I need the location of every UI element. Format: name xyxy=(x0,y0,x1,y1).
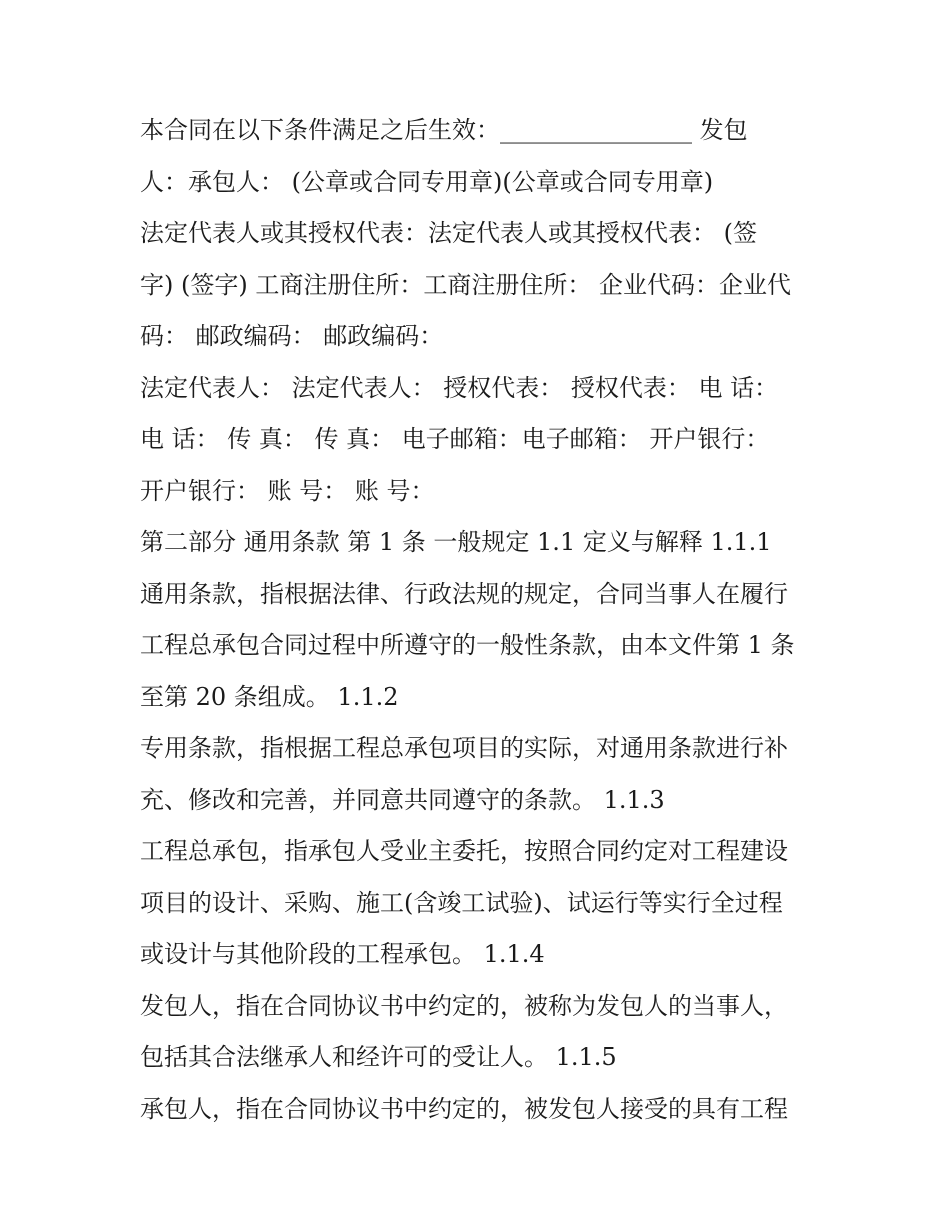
text-line: 充、修改和完善，并同意共同遵守的条款。 1.1.3 xyxy=(140,785,665,814)
text-line: 承包人，指在合同协议书中约定的，被发包人接受的具有工程 xyxy=(140,1094,788,1123)
text-line: 电 话： 传 真： 传 真： 电子邮箱：电子邮箱： 开户银行： xyxy=(140,425,770,453)
text-line: 法定代表人或其授权代表：法定代表人或其授权代表： (签 xyxy=(140,219,757,247)
text-line: 发包人，指在合同协议书中约定的，被称为发包人的当事人， xyxy=(140,991,788,1020)
text-line: 通用条款，指根据法律、行政法规的规定，合同当事人在履行 xyxy=(140,579,788,608)
text-line: 字) (签字) 工商注册住所：工商注册住所： 企业代码：企业代 xyxy=(140,270,791,299)
text-line: 本合同在以下条件满足之后生效：________________ 发包 xyxy=(140,116,748,144)
text-line: 码： 邮政编码： 邮政编码： xyxy=(140,322,444,350)
text-line: 人：承包人： (公章或合同专用章)(公章或合同专用章) xyxy=(140,167,714,196)
text-line: 工程总承包，指承包人受业主委托，按照合同约定对工程建设 xyxy=(140,837,788,865)
text-line: 或设计与其他阶段的工程承包。 1.1.4 xyxy=(140,940,545,968)
text-line: 专用条款，指根据工程总承包项目的实际，对通用条款进行补 xyxy=(140,734,788,762)
document-body xyxy=(140,108,820,1138)
text-line: 法定代表人： 法定代表人： 授权代表： 授权代表： 电 话： xyxy=(140,373,779,402)
section-heading-line: 第二部分 通用条款 第 1 条 一般规定 1.1 定义与解释 1.1.1 xyxy=(140,528,772,556)
text-line: 至第 20 条组成。 1.1.2 xyxy=(140,682,399,711)
text-line: 工程总承包合同过程中所遵守的一般性条款，由本文件第 1 条 xyxy=(140,631,795,659)
text-line: 项目的设计、采购、施工(含竣工试验)、试运行等实行全过程 xyxy=(140,888,783,917)
text-line: 开户银行： 账 号： 账 号： xyxy=(140,476,435,505)
text-line: 包括其合法继承人和经许可的受让人。 1.1.5 xyxy=(140,1043,617,1071)
